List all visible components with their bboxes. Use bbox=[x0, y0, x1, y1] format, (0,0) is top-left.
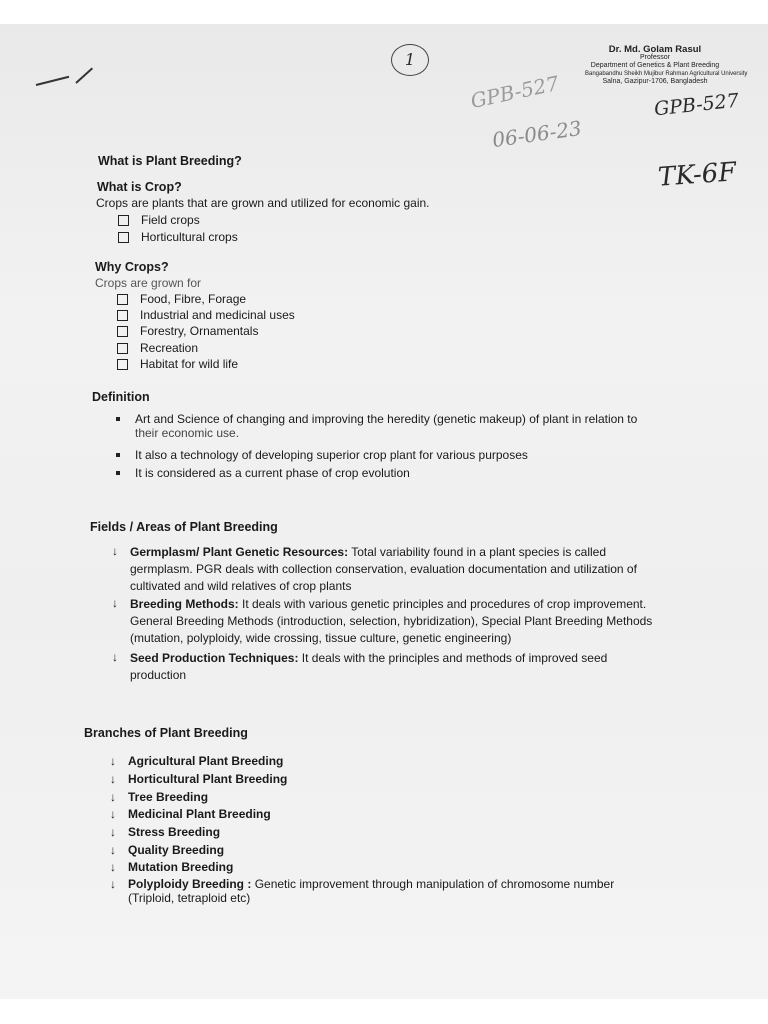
list-item: ↓ Agricultural Plant Breeding bbox=[110, 754, 284, 768]
list-item: ↓ Stress Breeding bbox=[110, 825, 221, 839]
list-item: ↓ Seed Production Techniques: It deals with the principles and methods of improved seed production bbox=[112, 650, 608, 682]
checkbox-bullet bbox=[117, 310, 128, 321]
list-item: ↓ Horticultural Plant Breeding bbox=[110, 772, 288, 786]
arrow-down-icon: ↓ bbox=[110, 843, 116, 857]
handwritten-course-code: GPB-527 bbox=[653, 89, 740, 121]
list-item: ↓ Quality Breeding bbox=[110, 843, 225, 857]
arrow-down-icon: ↓ bbox=[112, 650, 118, 664]
list-item: ↓ Mutation Breeding bbox=[110, 860, 234, 874]
pen-mark bbox=[75, 68, 93, 84]
arrow-down-icon: ↓ bbox=[110, 772, 116, 786]
question-why-crops: Why Crops? bbox=[95, 260, 169, 274]
list-item: ↓ Tree Breeding bbox=[110, 790, 209, 804]
checkbox-bullet bbox=[118, 215, 129, 226]
author-department: Department of Genetics & Plant Breeding bbox=[590, 62, 720, 69]
section-title-definition: Definition bbox=[92, 390, 150, 404]
arrow-down-icon: ↓ bbox=[110, 790, 116, 804]
handwritten-date: 06-06-23 bbox=[490, 115, 584, 153]
checkbox-bullet bbox=[117, 359, 128, 370]
list-item: Forestry, Ornamentals bbox=[117, 324, 258, 338]
list-item: Habitat for wild life bbox=[117, 357, 238, 371]
checkbox-bullet bbox=[118, 232, 129, 243]
document-page bbox=[0, 24, 768, 999]
square-bullet bbox=[116, 453, 120, 457]
page-number: 1 bbox=[391, 44, 429, 76]
arrow-down-icon: ↓ bbox=[112, 544, 118, 558]
handwritten-amount: TK-6F bbox=[657, 157, 738, 193]
list-item: Industrial and medicinal uses bbox=[117, 308, 295, 322]
list-item: ↓ Germplasm/ Plant Genetic Resources: Total variability found in a plant species is called germplasm. PGR deals with collection conservation, evaluation documentation and utilization of cultivated and wild relatives of crop plants bbox=[112, 544, 637, 593]
crop-definition: Crops are plants that are grown and utilized for economic gain. bbox=[96, 196, 430, 210]
checkbox-bullet bbox=[117, 294, 128, 305]
list-item: Food, Fibre, Forage bbox=[117, 292, 246, 306]
arrow-down-icon: ↓ bbox=[110, 754, 116, 768]
list-item: ↓ Medicinal Plant Breeding bbox=[110, 807, 271, 821]
author-block bbox=[585, 44, 748, 86]
arrow-down-icon: ↓ bbox=[110, 860, 116, 874]
arrow-down-icon: ↓ bbox=[110, 825, 116, 839]
arrow-down-icon: ↓ bbox=[112, 596, 118, 610]
square-bullet bbox=[116, 417, 120, 421]
list-item: ↓ Breeding Methods: It deals with various genetic principles and procedures of crop improvement. General Breeding Methods (introduction, selection, hybridization), Special Plant Breeding Methods (mutation, polyploidy, wide crossing, tissue culture, genetic engineering) bbox=[112, 596, 653, 645]
author-university: Bangabandhu Sheikh Mujibur Rahman Agricultural University bbox=[585, 71, 748, 77]
list-item: Recreation bbox=[117, 341, 198, 355]
question-what-is-crop: What is Crop? bbox=[97, 180, 182, 194]
section-title-branches: Branches of Plant Breeding bbox=[84, 726, 248, 740]
why-crops-lead: Crops are grown for bbox=[95, 276, 202, 290]
checkbox-bullet bbox=[117, 326, 128, 337]
list-item: Art and Science of changing and improving the heredity (genetic makeup) of plant in relation to their economic use. bbox=[116, 412, 637, 440]
list-item: It is considered as a current phase of crop evolution bbox=[116, 466, 410, 480]
author-address: Salna, Gazipur-1706, Bangladesh bbox=[602, 78, 708, 85]
section-title-what-is-plant-breeding: What is Plant Breeding? bbox=[98, 154, 242, 168]
author-title: Professor bbox=[640, 54, 670, 61]
checkbox-bullet bbox=[117, 343, 128, 354]
list-item: Field crops bbox=[118, 213, 200, 227]
arrow-down-icon: ↓ bbox=[110, 877, 116, 891]
author-name: Dr. Md. Golam Rasul bbox=[608, 44, 702, 55]
list-item: ↓ Polyploidy Breeding : Genetic improvement through manipulation of chromosome number (Triploid, tetraploid etc) bbox=[110, 877, 615, 905]
arrow-down-icon: ↓ bbox=[110, 807, 116, 821]
list-item: It also a technology of developing superior crop plant for various purposes bbox=[116, 448, 528, 462]
pen-mark bbox=[36, 76, 69, 86]
list-item: Horticultural crops bbox=[118, 230, 238, 244]
section-title-fields: Fields / Areas of Plant Breeding bbox=[90, 520, 278, 534]
square-bullet bbox=[116, 471, 120, 475]
handwritten-course-code-faint: GPB-527 bbox=[468, 70, 561, 114]
